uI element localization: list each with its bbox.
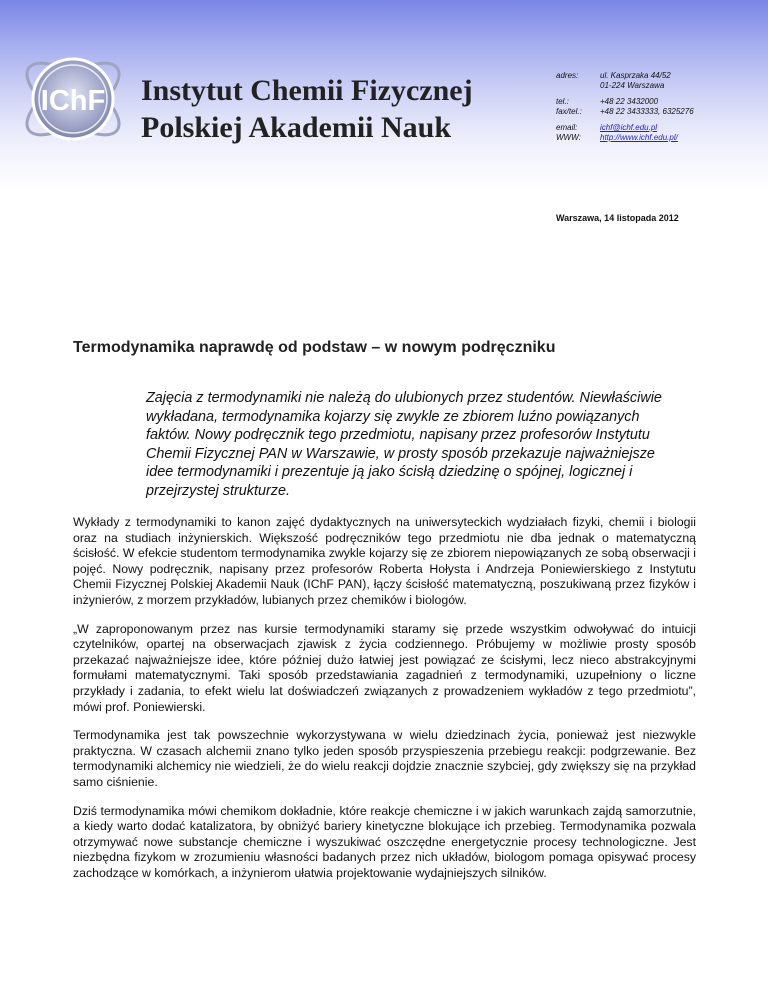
body-paragraph: Dziś termodynamika mówi chemikom dokładnie, które reakcje chemiczne i w jakich warunkach zajdą samorzutnie, a kiedy warto dodać katalizatora, by obniżyć bariery kinetyczne blokujące ich przebieg. Termodynamika pozwala otrzymywać nowe substancje chemiczne i wyszukiwać oszczędne energetycznie procesy technologiczne. Jest niezbędna fizykom w zrozumieniu własności badanych przez nich układów, biologom pomaga opisywać procesy zachodzące w komórkach, a inżynierom ułatwia projektowanie wydajniejszych silników.	[73, 803, 696, 880]
body-paragraph: Wykłady z termodynamiki to kanon zajęć dydaktycznych na uniwersyteckich wydziałach fizyki, chemii i biologii oraz na studiach inżynierskich. Większość podręczników tego przedmiotu nie dba jednak o matematyczną ścisłość. W efekcie studentom termodynamika zwykle kojarzy się ze zbiorem niepowiązanych ze sobą obserwacji i pojęć. Nowy podręcznik, napisany przez profesorów Roberta Hołysta i Andrzeja Poniewierskiego z Instytutu Chemii Fizycznej Polskiej Akademii Nauk (IChF PAN), łączy ścisłość matematyczną, poszukiwaną przez fizyków i inżynierów, z morzem przykładów, lubianych przez chemików i biologów.	[73, 515, 696, 607]
fax-label: fax/tel.:	[556, 107, 582, 116]
www-label: WWW:	[556, 133, 581, 142]
institute-name-line1: Instytut Chemii Fizycznej	[141, 74, 473, 107]
body-paragraph: „W zaproponowanym przez nas kursie termodynamiki staramy się przede wszystkim odwoływać do intuicji czytelników, opartej na obserwacjach zjawisk z życia codziennego. Próbujemy w możliwie prosty sposób przekazać najważniejsze idee, które później dużo łatwiej jest powiązać ze ścisłymi, lecz nieco abstrakcyjnymi formułami matematycznymi. Taki sposób przedstawiania zagadnień z termodynamiki, uzupełniony o liczne przykłady i zadania, to efekt wielu lat doświadczeń związanych z prowadzeniem wykładów z tego przedmiotu”, mówi prof. Poniewierski.	[73, 621, 696, 714]
headline: Termodynamika naprawdę od podstaw – w nowym podręczniku	[73, 339, 556, 356]
ichf-logo	[14, 40, 132, 158]
article-body	[73, 515, 696, 894]
institute-name	[141, 72, 541, 146]
logo-text: IChF	[40, 85, 106, 117]
tel-value: +48 22 3432000	[600, 97, 659, 106]
institute-name-line2: Polskiej Akademii Nauk	[141, 111, 452, 144]
fax-value: +48 22 3433333, 6325276	[600, 107, 694, 116]
lead-paragraph: Zajęcia z termodynamiki nie należą do ulubionych przez studentów. Niewłaściwie wykładana, termodynamika kojarzy się zwykle ze zbiorem luźno powiązanych faktów. Nowy podręcznik tego przedmiotu, napisany przez profesorów Instytutu Chemii Fizycznej PAN w Warszawie, w prosty sposób przekazuje najważniejsze idee termodynamiki i prezentuje ją jako ścisłą dziedzinę o spójnej, logicznej i przejrzystej strukturze.	[146, 390, 662, 499]
website-link[interactable]: http://www.ichf.edu.pl/	[600, 133, 678, 142]
address-label: adres:	[556, 71, 579, 80]
email-label: email:	[556, 123, 578, 132]
address-line2: 01-224 Warszawa	[600, 81, 665, 90]
email-link[interactable]: ichf@ichf.edu.pl	[600, 123, 658, 132]
document-date: Warszawa, 14 listopada 2012	[556, 213, 679, 223]
address-line1: ul. Kasprzaka 44/52	[600, 71, 671, 80]
contact-block	[556, 71, 756, 143]
tel-label: tel.:	[556, 97, 569, 106]
body-paragraph: Termodynamika jest tak powszechnie wykorzystywana w wielu dziedzinach życia, ponieważ jest niezwykle praktyczna. W czasach alchemii znano tylko jeden sposób przyspieszenia przebiegu reakcji: podgrzewanie. Bez termodynamiki alchemicy nie wiedzieli, że do wielu reakcji dojdzie znacznie szybciej, gdy zwiększy się na przykład samo ciśnienie.	[73, 728, 696, 789]
